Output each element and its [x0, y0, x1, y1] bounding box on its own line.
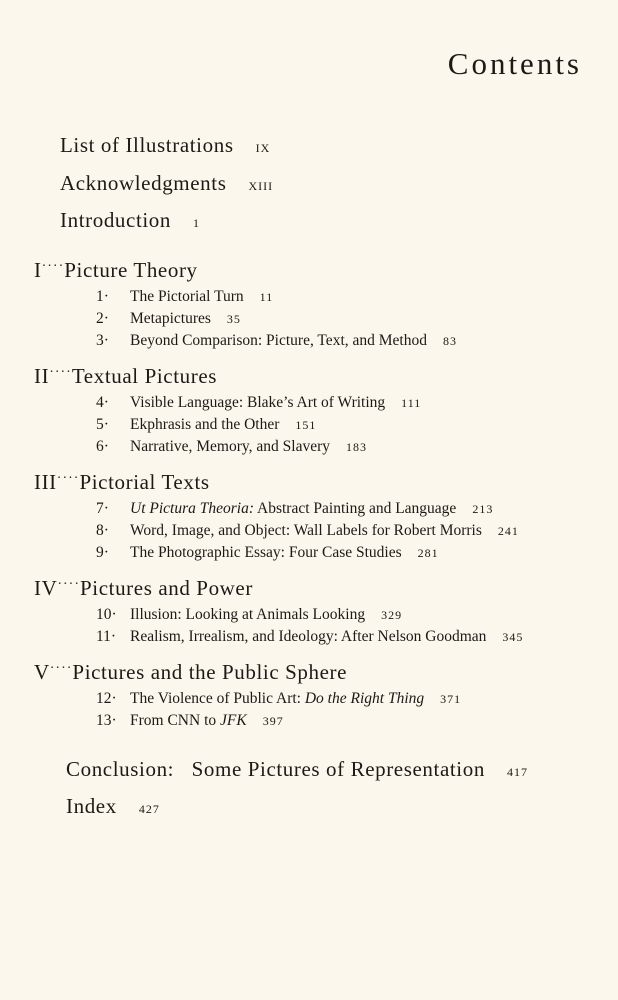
toc-chapter-5[interactable]: [96, 416, 316, 434]
part-heading-4[interactable]: [34, 576, 253, 601]
part-title: Pictures and Power: [80, 576, 253, 600]
chapter-title: The Pictorial Turn: [130, 288, 244, 305]
toc-entry-list-of-illustrations[interactable]: [60, 133, 270, 158]
chapter-title-italic: JFK: [220, 712, 247, 729]
toc-chapter-8[interactable]: [96, 522, 519, 540]
toc-chapter-6[interactable]: [96, 438, 367, 456]
part-heading-1[interactable]: [34, 258, 198, 283]
toc-chapter-12[interactable]: [96, 690, 461, 708]
part-heading-2[interactable]: [34, 364, 217, 389]
toc-chapter-7[interactable]: [96, 500, 493, 518]
toc-page-number: 35: [226, 312, 241, 326]
chapter-title: From CNN to: [130, 712, 220, 729]
toc-page-number: 183: [346, 440, 367, 454]
chapter-number: 6·: [96, 438, 109, 455]
part-title: Pictorial Texts: [79, 470, 210, 494]
toc-page-number: 151: [295, 418, 317, 432]
part-heading-3[interactable]: [34, 470, 210, 495]
part-numeral: IV: [34, 576, 58, 600]
chapter-number: 9·: [96, 544, 109, 561]
chapter-title: The Violence of Public Art:: [130, 690, 305, 707]
toc-page-number: 397: [262, 714, 284, 728]
toc-page-number: 371: [440, 692, 462, 706]
part-heading-5[interactable]: [34, 660, 347, 685]
chapter-number: 10·: [96, 606, 117, 623]
part-numeral: III: [34, 470, 57, 494]
toc-entry-label: List of Illustrations: [60, 133, 234, 157]
chapter-title: Illusion: Looking at Animals Looking: [130, 606, 366, 623]
toc-chapter-3[interactable]: [96, 332, 457, 350]
part-dots: ····: [41, 259, 65, 274]
part-dots: ····: [56, 471, 80, 486]
chapter-number: 11·: [96, 628, 117, 645]
part-title: Picture Theory: [64, 258, 198, 282]
chapter-title: Ekphrasis and the Other: [130, 416, 280, 433]
toc-page-number: XIII: [248, 179, 274, 193]
toc-page-number: 111: [401, 396, 422, 410]
chapter-number: 1·: [96, 288, 109, 305]
chapter-title: Metapictures: [130, 310, 211, 327]
toc-page-number: 281: [417, 546, 439, 560]
part-title: Pictures and the Public Sphere: [72, 660, 348, 684]
toc-page-number: 241: [497, 524, 519, 538]
toc-page-number: 329: [381, 608, 403, 622]
chapter-title: Word, Image, and Object: Wall Labels for Robert Morris: [130, 522, 482, 539]
part-numeral: I: [34, 258, 42, 282]
toc-page-number: 1: [193, 216, 201, 230]
chapter-title: Visible Language: Blake’s Art of Writing: [130, 394, 386, 411]
toc-entry-label: Index: [66, 794, 117, 818]
chapter-title-italic: Do the Right Thing: [304, 690, 425, 707]
chapter-number: 3·: [96, 332, 109, 349]
toc-chapter-10[interactable]: [96, 606, 402, 624]
chapter-title: Narrative, Memory, and Slavery: [130, 438, 330, 455]
toc-chapter-1[interactable]: [96, 288, 273, 306]
toc-page-number: 427: [138, 802, 160, 816]
chapter-title: The Photographic Essay: Four Case Studies: [130, 544, 402, 561]
chapter-number: 2·: [96, 310, 109, 327]
chapter-title: Beyond Comparison: Picture, Text, and Method: [130, 332, 427, 349]
toc-page-number: 11: [259, 290, 274, 304]
toc-page-number: 83: [442, 334, 457, 348]
toc-entry-conclusion[interactable]: [66, 757, 528, 782]
chapter-number: 12·: [96, 690, 117, 707]
toc-page-number: IX: [255, 141, 271, 155]
chapter-title: Abstract Painting and Language: [254, 500, 457, 517]
page-title: Contents: [447, 46, 582, 81]
part-dots: ····: [57, 577, 81, 592]
toc-page-number: 213: [472, 502, 494, 516]
toc-chapter-4[interactable]: [96, 394, 421, 412]
toc-entry-acknowledgments[interactable]: [60, 171, 273, 196]
chapter-number: 4·: [96, 394, 109, 411]
part-numeral: V: [34, 660, 50, 684]
toc-entry-label: Conclusion: Some Pictures of Representation: [66, 757, 485, 781]
toc-chapter-9[interactable]: [96, 544, 439, 562]
toc-entry-introduction[interactable]: [60, 208, 200, 233]
chapter-number: 7·: [96, 500, 109, 517]
part-dots: ····: [49, 365, 72, 380]
part-title: Textual Pictures: [71, 364, 218, 388]
toc-page-number: 345: [502, 630, 524, 644]
part-dots: ····: [49, 661, 73, 676]
chapter-number: 8·: [96, 522, 109, 539]
toc-chapter-13[interactable]: [96, 712, 284, 730]
toc-chapter-2[interactable]: [96, 310, 241, 328]
chapter-title-italic: Ut Pictura Theoria:: [130, 500, 254, 517]
chapter-number: 13·: [96, 712, 117, 729]
toc-entry-index[interactable]: [66, 794, 160, 819]
toc-page-number: 417: [506, 765, 528, 779]
toc-chapter-11[interactable]: [96, 628, 523, 646]
part-numeral: II: [34, 364, 50, 388]
chapter-number: 5·: [96, 416, 109, 433]
toc-entry-label: Acknowledgments: [60, 171, 227, 195]
chapter-title: Realism, Irrealism, and Ideology: After Nelson Goodman: [130, 628, 487, 645]
toc-entry-label: Introduction: [60, 208, 172, 232]
